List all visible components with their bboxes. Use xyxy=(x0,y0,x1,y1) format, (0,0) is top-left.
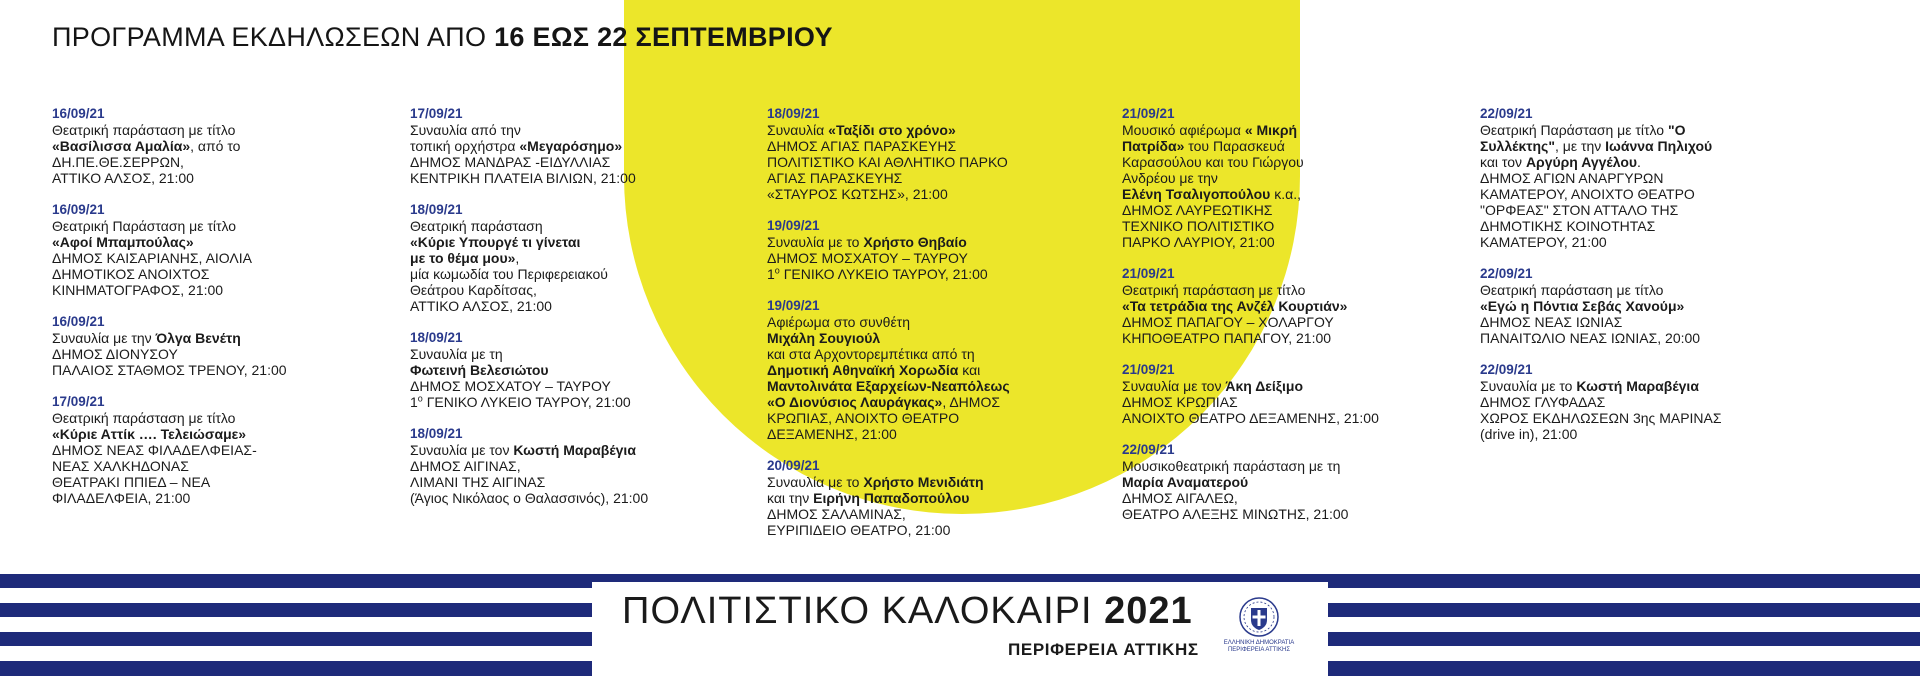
event-date: 16/09/21 xyxy=(52,314,105,329)
event-line xyxy=(767,138,1097,154)
event-text: ΔΗΜΟΣ ΜΟΣΧΑΤΟΥ – ΤΑΥΡΟΥ xyxy=(767,250,968,266)
event-highlight: «Ταξίδι στο χρόνο» xyxy=(828,122,956,138)
event-text: , από το xyxy=(190,138,241,154)
event-item xyxy=(52,394,382,506)
event-text: Θεατρική Παράσταση με τίτλο xyxy=(1480,122,1668,138)
event-line xyxy=(1122,394,1452,410)
event-text: ΚΑΜΑΤΕΡΟΥ, ΑΝΟΙΧΤΟ ΘΕΑΤΡΟ xyxy=(1480,186,1695,202)
event-line xyxy=(410,474,740,490)
event-line xyxy=(410,138,740,154)
event-text: . xyxy=(1637,154,1641,170)
event-text: ΦΙΛΑΔΕΛΦΕΙΑ, 21:00 xyxy=(52,490,191,506)
event-line xyxy=(410,218,740,234)
event-text: «ΣΤΑΥΡΟΣ ΚΩΤΣΗΣ», 21:00 xyxy=(767,186,948,202)
event-text: ΠΑΡΚΟ ΛΑΥΡΙΟΥ, 21:00 xyxy=(1122,234,1275,250)
event-text: ΑΝΟΙΧΤΟ ΘΕΑΤΡΟ ΔΕΞΑΜΕΝΗΣ, 21:00 xyxy=(1122,410,1379,426)
event-text: ΔΗΜΟΣ ΛΑΥΡΕΩΤΙΚΗΣ xyxy=(1122,202,1273,218)
event-line xyxy=(52,346,382,362)
event-item xyxy=(410,202,740,314)
event-text: και xyxy=(958,362,981,378)
event-item xyxy=(410,106,740,186)
event-date: 21/09/21 xyxy=(1122,266,1175,281)
event-item xyxy=(1480,362,1810,442)
event-text: (Άγιος Νικόλαος ο Θαλασσινός), 21:00 xyxy=(410,490,649,506)
event-date: 18/09/21 xyxy=(410,426,463,441)
title-dates: 16 ΕΩΣ 22 ΣΕΠΤΕΜΒΡΙΟΥ xyxy=(494,22,833,52)
event-text: ΔΗΜΟΤΙΚΗΣ ΚΟΙΝΟΤΗΤΑΣ xyxy=(1480,218,1656,234)
event-text: ΝΕΑΣ ΧΑΛΚΗΔΟΝΑΣ xyxy=(52,458,189,474)
event-item xyxy=(1122,442,1452,522)
event-line xyxy=(1480,410,1810,426)
event-highlight: "Ο xyxy=(1667,122,1686,138)
event-text: ΘΕΑΤΡΑΚΙ ΠΠΙΕΔ – ΝΕΑ xyxy=(52,474,211,490)
ordinal-suffix: ο xyxy=(417,393,423,404)
event-line xyxy=(767,154,1097,170)
ordinal-suffix: ο xyxy=(774,265,780,276)
event-highlight: Χρήστο Μενιδιάτη xyxy=(863,474,984,490)
event-item xyxy=(767,298,1097,442)
event-line xyxy=(1122,506,1452,522)
event-text: ΔΗΜΟΣ ΠΑΠΑΓΟΥ – ΧΟΛΑΡΓΟΥ xyxy=(1122,314,1334,330)
event-line xyxy=(767,522,1097,538)
event-date: 19/09/21 xyxy=(767,218,820,233)
event-highlight: Δημοτική Αθηναϊκή Χορωδία xyxy=(767,362,959,378)
event-item xyxy=(1122,106,1452,250)
event-text: ΠΑΝΑΙΤΩΛΙΟ ΝΕΑΣ ΙΩΝΙΑΣ, 20:00 xyxy=(1480,330,1701,346)
emblem-line-1: ΕΛΛΗΝΙΚΗ ΔΗΜΟΚΡΑΤΙΑ xyxy=(1223,640,1295,646)
event-line xyxy=(767,250,1097,266)
event-line xyxy=(410,154,740,170)
event-text: μία κωμωδία του Περιφερειακού xyxy=(410,266,608,282)
event-line xyxy=(1480,154,1810,170)
event-item xyxy=(767,218,1097,282)
event-line xyxy=(767,314,1097,330)
event-text: ΑΓΙΑΣ ΠΑΡΑΣΚΕΥΗΣ xyxy=(767,170,903,186)
event-text: ΔΗΜΟΣ ΓΛΥΦΑΔΑΣ xyxy=(1480,394,1606,410)
event-item xyxy=(767,106,1097,202)
event-text: ΚΕΝΤΡΙΚΗ ΠΛΑΤΕΙΑ ΒΙΛΙΩΝ, 21:00 xyxy=(410,170,636,186)
event-highlight: Συλλέκτης" xyxy=(1480,138,1555,154)
event-line xyxy=(1122,202,1452,218)
event-date: 16/09/21 xyxy=(52,106,105,121)
event-line xyxy=(767,394,1097,410)
event-highlight: «Μεγαρόσημο» xyxy=(519,138,623,154)
event-line xyxy=(410,346,740,362)
event-highlight: Κωστή Μαραβέγια xyxy=(513,442,636,458)
event-highlight: Ελένη Τσαλιγοπούλου xyxy=(1122,186,1271,202)
event-highlight: Χρήστο Θηβαίο xyxy=(863,234,967,250)
event-line xyxy=(767,426,1097,442)
event-text: ΔΗΜΟΣ ΚΡΩΠΙΑΣ xyxy=(1122,394,1238,410)
event-line xyxy=(1480,202,1810,218)
event-date: 22/09/21 xyxy=(1480,106,1533,121)
event-highlight: Φωτεινή Βελεσιώτου xyxy=(410,362,549,378)
event-text: ΚΗΠΟΘΕΑΤΡΟ ΠΑΠΑΓΟΥ, 21:00 xyxy=(1122,330,1332,346)
event-line xyxy=(1480,234,1810,250)
event-text: ΠΟΛΙΤΙΣΤΙΚΟ ΚΑΙ ΑΘΛΗΤΙΚΟ ΠΑΡΚΟ xyxy=(767,154,1008,170)
event-date: 16/09/21 xyxy=(52,202,105,217)
event-line xyxy=(767,474,1097,490)
event-highlight: « Μικρή xyxy=(1244,122,1298,138)
event-line xyxy=(410,362,740,378)
event-highlight: Αργύρη Αγγέλου xyxy=(1525,154,1638,170)
event-text: ΑΤΤΙΚΟ ΑΛΣΟΣ, 21:00 xyxy=(410,298,552,314)
event-text: ΚΑΜΑΤΕΡΟΥ, 21:00 xyxy=(1480,234,1607,250)
event-text: ΔΗΜΟΣ ΑΓΙΩΝ ΑΝΑΡΓΥΡΩΝ xyxy=(1480,170,1664,186)
event-line xyxy=(52,362,382,378)
event-line xyxy=(767,346,1097,362)
event-text: ΔΗΜΟΣ ΜΟΣΧΑΤΟΥ – ΤΑΥΡΟΥ xyxy=(410,378,611,394)
event-line xyxy=(52,154,382,170)
event-line xyxy=(767,122,1097,138)
event-text: Συναυλία xyxy=(767,122,829,138)
event-item xyxy=(767,458,1097,538)
event-column-3 xyxy=(767,106,1097,554)
event-item xyxy=(52,202,382,298)
event-line xyxy=(1122,138,1452,154)
event-text: "ΟΡΦΕΑΣ" ΣΤΟΝ ΑΤΤΑΛΟ ΤΗΣ xyxy=(1480,202,1679,218)
event-line xyxy=(410,394,740,410)
event-text: ΔΗΜΟΣ ΑΙΓΑΛΕΩ, xyxy=(1122,490,1238,506)
event-item xyxy=(1122,362,1452,426)
event-column-4 xyxy=(1122,106,1452,538)
coat-of-arms-icon xyxy=(1236,596,1282,638)
event-column-1 xyxy=(52,106,382,522)
event-text: ΤΕΧΝΙΚΟ ΠΟΛΙΤΙΣΤΙΚΟ xyxy=(1122,218,1275,234)
event-text: και την xyxy=(767,490,814,506)
event-line xyxy=(767,186,1097,202)
event-text: Συναυλία με τον xyxy=(1122,378,1226,394)
event-line xyxy=(1480,218,1810,234)
event-text: ΑΤΤΙΚΟ ΑΛΣΟΣ, 21:00 xyxy=(52,170,194,186)
event-highlight: «Εγώ η Πόντια Σεβάς Χανούμ» xyxy=(1480,298,1685,314)
title-plain: ΠΡΟΓΡΑΜΜΑ ΕΚΔΗΛΩΣΕΩΝ ΑΠΟ xyxy=(52,22,495,52)
event-text: , με την xyxy=(1554,138,1606,154)
event-line xyxy=(1480,426,1810,442)
event-line xyxy=(767,378,1097,394)
event-item xyxy=(52,106,382,186)
event-text: ΔΗΜΟΣ ΑΙΓΙΝΑΣ, xyxy=(410,458,521,474)
event-item xyxy=(1122,266,1452,346)
event-line xyxy=(1122,458,1452,474)
event-line xyxy=(1122,314,1452,330)
event-column-2 xyxy=(410,106,740,522)
event-line xyxy=(767,490,1097,506)
event-text: Θεατρική παράσταση με τίτλο xyxy=(52,122,236,138)
event-item xyxy=(410,426,740,506)
event-line xyxy=(1122,490,1452,506)
event-line xyxy=(52,138,382,154)
event-text: ΓΕΝΙΚΟ ΛΥΚΕΙΟ ΤΑΥΡΟΥ, 21:00 xyxy=(422,394,631,410)
event-line xyxy=(1480,138,1810,154)
event-line xyxy=(410,250,740,266)
event-text: Θεατρική παράσταση xyxy=(410,218,543,234)
event-line xyxy=(1480,122,1810,138)
event-highlight: Άκη Δείξιμο xyxy=(1225,378,1304,394)
event-text: Μουσικοθεατρική παράσταση με τη xyxy=(1122,458,1341,474)
event-line xyxy=(52,266,382,282)
event-highlight: Ιωάννα Πηλιχού xyxy=(1605,138,1713,154)
event-line xyxy=(52,330,382,346)
event-line xyxy=(767,330,1097,346)
event-highlight: Όλγα Βενέτη xyxy=(155,330,241,346)
event-line xyxy=(1122,330,1452,346)
event-line xyxy=(52,122,382,138)
emblem-caption xyxy=(1214,640,1304,654)
event-line xyxy=(1480,282,1810,298)
event-item xyxy=(52,314,382,378)
event-text: ΕΥΡΙΠΙΔΕΙΟ ΘΕΑΤΡΟ, 21:00 xyxy=(767,522,951,538)
event-date: 18/09/21 xyxy=(410,202,463,217)
event-line xyxy=(767,506,1097,522)
event-date: 22/09/21 xyxy=(1122,442,1175,457)
event-line xyxy=(52,410,382,426)
event-date: 22/09/21 xyxy=(1480,266,1533,281)
event-text: ΚΙΝΗΜΑΤΟΓΡΑΦΟΣ, 21:00 xyxy=(52,282,224,298)
footer-year: 2021 xyxy=(1104,590,1193,632)
event-text: ΔΗΜΟΣ ΔΙΟΝΥΣΟΥ xyxy=(52,346,178,362)
event-text: ΓΕΝΙΚΟ ΛΥΚΕΙΟ ΤΑΥΡΟΥ, 21:00 xyxy=(779,266,988,282)
event-highlight: Μαρία Αναματερού xyxy=(1122,474,1249,490)
event-text: Συναυλία με τη xyxy=(410,346,503,362)
event-line xyxy=(52,442,382,458)
event-line xyxy=(410,490,740,506)
event-line xyxy=(410,170,740,186)
event-line xyxy=(1122,218,1452,234)
event-date: 22/09/21 xyxy=(1480,362,1533,377)
emblem-line-2: ΠΕΡΙΦΕΡΕΙΑ ΑΤΤΙΚΗΣ xyxy=(1227,647,1291,653)
event-text: Συναυλία με τον xyxy=(410,442,514,458)
event-text: Συναυλία με το xyxy=(767,474,864,490)
event-text: Αφιέρωμα στο συνθέτη xyxy=(767,314,911,330)
event-text: Συναυλία με το xyxy=(767,234,864,250)
event-item xyxy=(1480,106,1810,250)
event-text: Θεατρική παράσταση με τίτλο xyxy=(1122,282,1306,298)
event-date: 18/09/21 xyxy=(410,330,463,345)
event-line xyxy=(1122,122,1452,138)
event-date: 21/09/21 xyxy=(1122,106,1175,121)
event-line xyxy=(1122,186,1452,202)
event-line xyxy=(767,234,1097,250)
event-line xyxy=(1122,170,1452,186)
event-line xyxy=(410,298,740,314)
event-line xyxy=(767,410,1097,426)
event-line xyxy=(767,362,1097,378)
event-text: ΔΗΜΟΣ ΝΕΑΣ ΦΙΛΑΔΕΛΦΕΙΑΣ- xyxy=(52,442,257,458)
event-line xyxy=(52,458,382,474)
event-line xyxy=(1480,186,1810,202)
event-text: 1 xyxy=(767,266,775,282)
event-highlight: «Κύριε Αττίκ …. Τελειώσαμε» xyxy=(52,426,247,442)
event-line xyxy=(1480,330,1810,346)
event-line xyxy=(410,282,740,298)
event-line xyxy=(767,266,1097,282)
page-title xyxy=(52,22,833,53)
event-text: Θεατρική παράσταση με τίτλο xyxy=(52,410,236,426)
event-line xyxy=(410,442,740,458)
event-text: , xyxy=(515,250,520,266)
event-line xyxy=(1122,410,1452,426)
event-text: ΧΩΡΟΣ ΕΚΔΗΛΩΣΕΩΝ 3ης ΜΑΡΙΝΑΣ xyxy=(1480,410,1722,426)
event-text: ΔΗΜΟΣ ΝΕΑΣ ΙΩΝΙΑΣ xyxy=(1480,314,1623,330)
event-date: 17/09/21 xyxy=(410,106,463,121)
event-item xyxy=(410,330,740,410)
event-highlight: Μαντολινάτα Εξαρχείων-Νεαπόλεως xyxy=(767,378,1010,394)
event-text: ΚΡΩΠΙΑΣ, ΑΝΟΙΧΤΟ ΘΕΑΤΡΟ xyxy=(767,410,960,426)
event-line xyxy=(52,490,382,506)
event-date: 18/09/21 xyxy=(767,106,820,121)
event-text: ΔΗΜΟΣ ΚΑΙΣΑΡΙΑΝΗΣ, ΑΙΟΛΙΑ xyxy=(52,250,253,266)
event-line xyxy=(52,426,382,442)
event-highlight: Μιχάλη Σουγιούλ xyxy=(767,330,881,346)
event-line xyxy=(52,474,382,490)
event-text: ΛΙΜΑΝΙ ΤΗΣ ΑΙΓΙΝΑΣ xyxy=(410,474,546,490)
event-text: ΔΗΜΟΣ ΜΑΝΔΡΑΣ -ΕΙΔΥΛΛΙΑΣ xyxy=(410,154,611,170)
footer-subtitle: ΠΕΡΙΦΕΡΕΙΑ ΑΤΤΙΚΗΣ xyxy=(1008,640,1199,659)
event-text: Συναυλία με το xyxy=(1480,378,1577,394)
event-text: κ.α., xyxy=(1270,186,1301,202)
event-highlight: «Ο Διονύσιος Λαυράγκας» xyxy=(767,394,943,410)
event-line xyxy=(1122,298,1452,314)
event-item xyxy=(1480,266,1810,346)
event-line xyxy=(1122,282,1452,298)
event-line xyxy=(410,266,740,282)
event-date: 20/09/21 xyxy=(767,458,820,473)
event-text: ΠΑΛΑΙΟΣ ΣΤΑΘΜΟΣ ΤΡΕΝΟΥ, 21:00 xyxy=(52,362,287,378)
event-line xyxy=(767,170,1097,186)
event-line xyxy=(1122,474,1452,490)
event-line xyxy=(410,378,740,394)
event-text: ΔΗΜΟΣ ΣΑΛΑΜΙΝΑΣ, xyxy=(767,506,906,522)
event-text: ΔΕΞΑΜΕΝΗΣ, 21:00 xyxy=(767,426,897,442)
event-text: Μουσικό αφιέρωμα xyxy=(1122,122,1245,138)
event-text: ΘΕΑΤΡΟ ΑΛΕΞΗΣ ΜΙΝΩΤΗΣ, 21:00 xyxy=(1122,506,1349,522)
event-highlight: με το θέμα μου» xyxy=(410,250,516,266)
event-line xyxy=(1480,298,1810,314)
event-line xyxy=(52,218,382,234)
event-text: Καρασούλου και του Γιώργου xyxy=(1122,154,1304,170)
event-text: τοπική ορχήστρα xyxy=(410,138,520,154)
event-line xyxy=(52,250,382,266)
footer-title xyxy=(622,590,1193,633)
event-text: και στα Αρχοντορεμπέτικα από τη xyxy=(767,346,975,362)
event-line xyxy=(1122,378,1452,394)
event-text: Θεάτρου Καρδίτσας, xyxy=(410,282,537,298)
event-line xyxy=(410,234,740,250)
event-highlight: Κωστή Μαραβέγια xyxy=(1576,378,1699,394)
event-text: Συναυλία με την xyxy=(52,330,156,346)
event-text: , ΔΗΜΟΣ xyxy=(942,394,1001,410)
event-text: του Παρασκευά xyxy=(1184,138,1285,154)
event-line xyxy=(1480,314,1810,330)
event-highlight: «Κύριε Υπουργέ τι γίνεται xyxy=(410,234,581,250)
event-highlight: «Βασίλισσα Αμαλία» xyxy=(52,138,191,154)
event-line xyxy=(410,458,740,474)
event-column-5 xyxy=(1480,106,1810,458)
event-line xyxy=(1122,154,1452,170)
event-text: και τον xyxy=(1480,154,1526,170)
event-text: 1 xyxy=(410,394,418,410)
event-line xyxy=(52,282,382,298)
event-highlight: Πατρίδα» xyxy=(1122,138,1185,154)
event-text: Θεατρική παράσταση με τίτλο xyxy=(1480,282,1664,298)
event-text: Συναυλία από την xyxy=(410,122,521,138)
event-text: Θεατρική Παράσταση με τίτλο xyxy=(52,218,237,234)
event-text: ΔΗ.ΠΕ.ΘΕ.ΣΕΡΡΩΝ, xyxy=(52,154,184,170)
event-line xyxy=(1480,378,1810,394)
event-date: 21/09/21 xyxy=(1122,362,1175,377)
footer-title-text: ΠΟΛΙΤΙΣΤΙΚΟ ΚΑΛΟΚΑΙΡΙ xyxy=(622,590,1105,632)
event-text: Ανδρέου με την xyxy=(1122,170,1218,186)
event-line xyxy=(52,234,382,250)
event-line xyxy=(52,170,382,186)
event-line xyxy=(1480,394,1810,410)
event-line xyxy=(410,122,740,138)
event-text: ΔΗΜΟΤΙΚΟΣ ΑΝΟΙΧΤΟΣ xyxy=(52,266,210,282)
event-line xyxy=(1122,234,1452,250)
event-text: ΔΗΜΟΣ ΑΓΙΑΣ ΠΑΡΑΣΚΕΥΗΣ xyxy=(767,138,957,154)
event-text: (drive in), 21:00 xyxy=(1480,426,1578,442)
event-highlight: Ειρήνη Παπαδοπούλου xyxy=(813,490,970,506)
event-date: 19/09/21 xyxy=(767,298,820,313)
event-line xyxy=(1480,170,1810,186)
event-highlight: «Τα τετράδια της Ανζέλ Κουρτιάν» xyxy=(1122,298,1348,314)
event-date: 17/09/21 xyxy=(52,394,105,409)
event-highlight: «Αφοί Μπαμπούλας» xyxy=(52,234,194,250)
